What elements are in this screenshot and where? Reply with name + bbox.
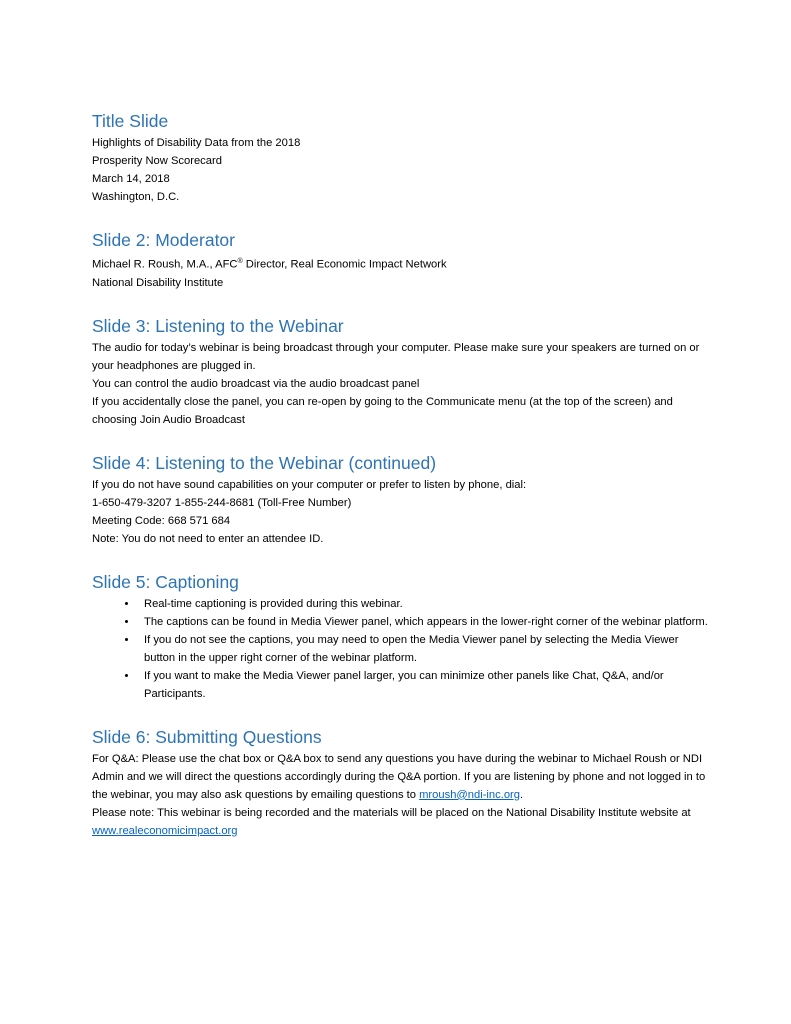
listening-paragraph: The audio for today’s webinar is being broadcast through your computer. Please make sure your speakers are turned on or your headphones are plugged in. [92, 341, 700, 372]
title-line: Prosperity Now Scorecard [92, 155, 222, 167]
moderator-name-text: Michael R. Roush, M.A., AFC [92, 258, 238, 271]
phone-intro: If you do not have sound capabilities on your computer or prefer to listen by phone, dial: [92, 478, 527, 491]
questions-heading: Slide 6: Submitting Questions [92, 726, 322, 747]
moderator-title-text: Director, Real Economic Impact Network [242, 258, 447, 271]
email-link[interactable]: mroush@ndi-inc.org [419, 788, 521, 801]
recording-note [92, 804, 712, 840]
listening-paragraph: If you accidentally close the panel, you can re-open by going to the Communicate menu (at the top of the screen) and choosing Join Audio Broadcast [92, 395, 673, 426]
website-link[interactable]: www.realeconomicimpact.org [92, 824, 238, 837]
list-item: • If you want to make the Media Viewer panel larger, you can minimize other panels like Chat, Q&A, and/or Participants. [138, 667, 712, 703]
location-line: Washington, D.C. [92, 191, 180, 203]
listening-section [92, 315, 712, 429]
captioning-list [92, 595, 712, 703]
list-item: • The captions can be found in Media Viewer panel, which appears in the lower-right corner of the webinar platform. [138, 613, 712, 631]
captioning-heading: Slide 5: Captioning [92, 571, 239, 592]
title-line: Highlights of Disability Data from the 2018 [92, 137, 301, 149]
list-item: • Real-time captioning is provided during this webinar. [138, 595, 712, 613]
moderator-heading: Slide 2: Moderator [92, 230, 235, 250]
title-slide-section [92, 110, 712, 206]
listening-continued-heading: Slide 4: Listening to the Webinar (continued) [92, 452, 437, 473]
attendee-note: Note: You do not need to enter an attendee ID. [92, 532, 324, 545]
date-line: March 14, 2018 [92, 173, 170, 185]
document-page [92, 110, 712, 863]
list-item: • If you do not see the captions, you may need to open the Media Viewer panel by selecting the Media Viewer button in the upper right corner of the webinar platform. [138, 631, 712, 667]
questions-paragraph [92, 750, 712, 804]
listening-heading: Slide 3: Listening to the Webinar [92, 315, 344, 336]
phone-numbers: 1-650-479-3207 1-855-244-8681 (Toll-Free Number) [92, 496, 352, 509]
questions-section [92, 726, 712, 840]
registered-mark: ® [237, 258, 243, 265]
title-slide-heading: Title Slide [92, 111, 169, 131]
moderator-name [92, 253, 712, 274]
moderator-org: National Disability Institute [92, 276, 224, 289]
period: . [520, 788, 524, 801]
moderator-section [92, 229, 712, 292]
listening-continued-section [92, 452, 712, 548]
meeting-code: Meeting Code: 668 571 684 [92, 514, 231, 527]
questions-text: For Q&A: Please use the chat box or Q&A box to send any questions you have during the webinar to Michael Roush or NDI Admin and we will direct the questions accordingly during the Q&A portion. If you are listening by phone and not logged in to the webinar, you may also ask questions by emailing questions to [92, 752, 706, 801]
listening-paragraph: You can control the audio broadcast via the audio broadcast panel [92, 377, 420, 390]
recording-text: Please note: This webinar is being recorded and the materials will be placed on the National Disability Institute website at [92, 806, 691, 819]
captioning-section [92, 571, 712, 703]
